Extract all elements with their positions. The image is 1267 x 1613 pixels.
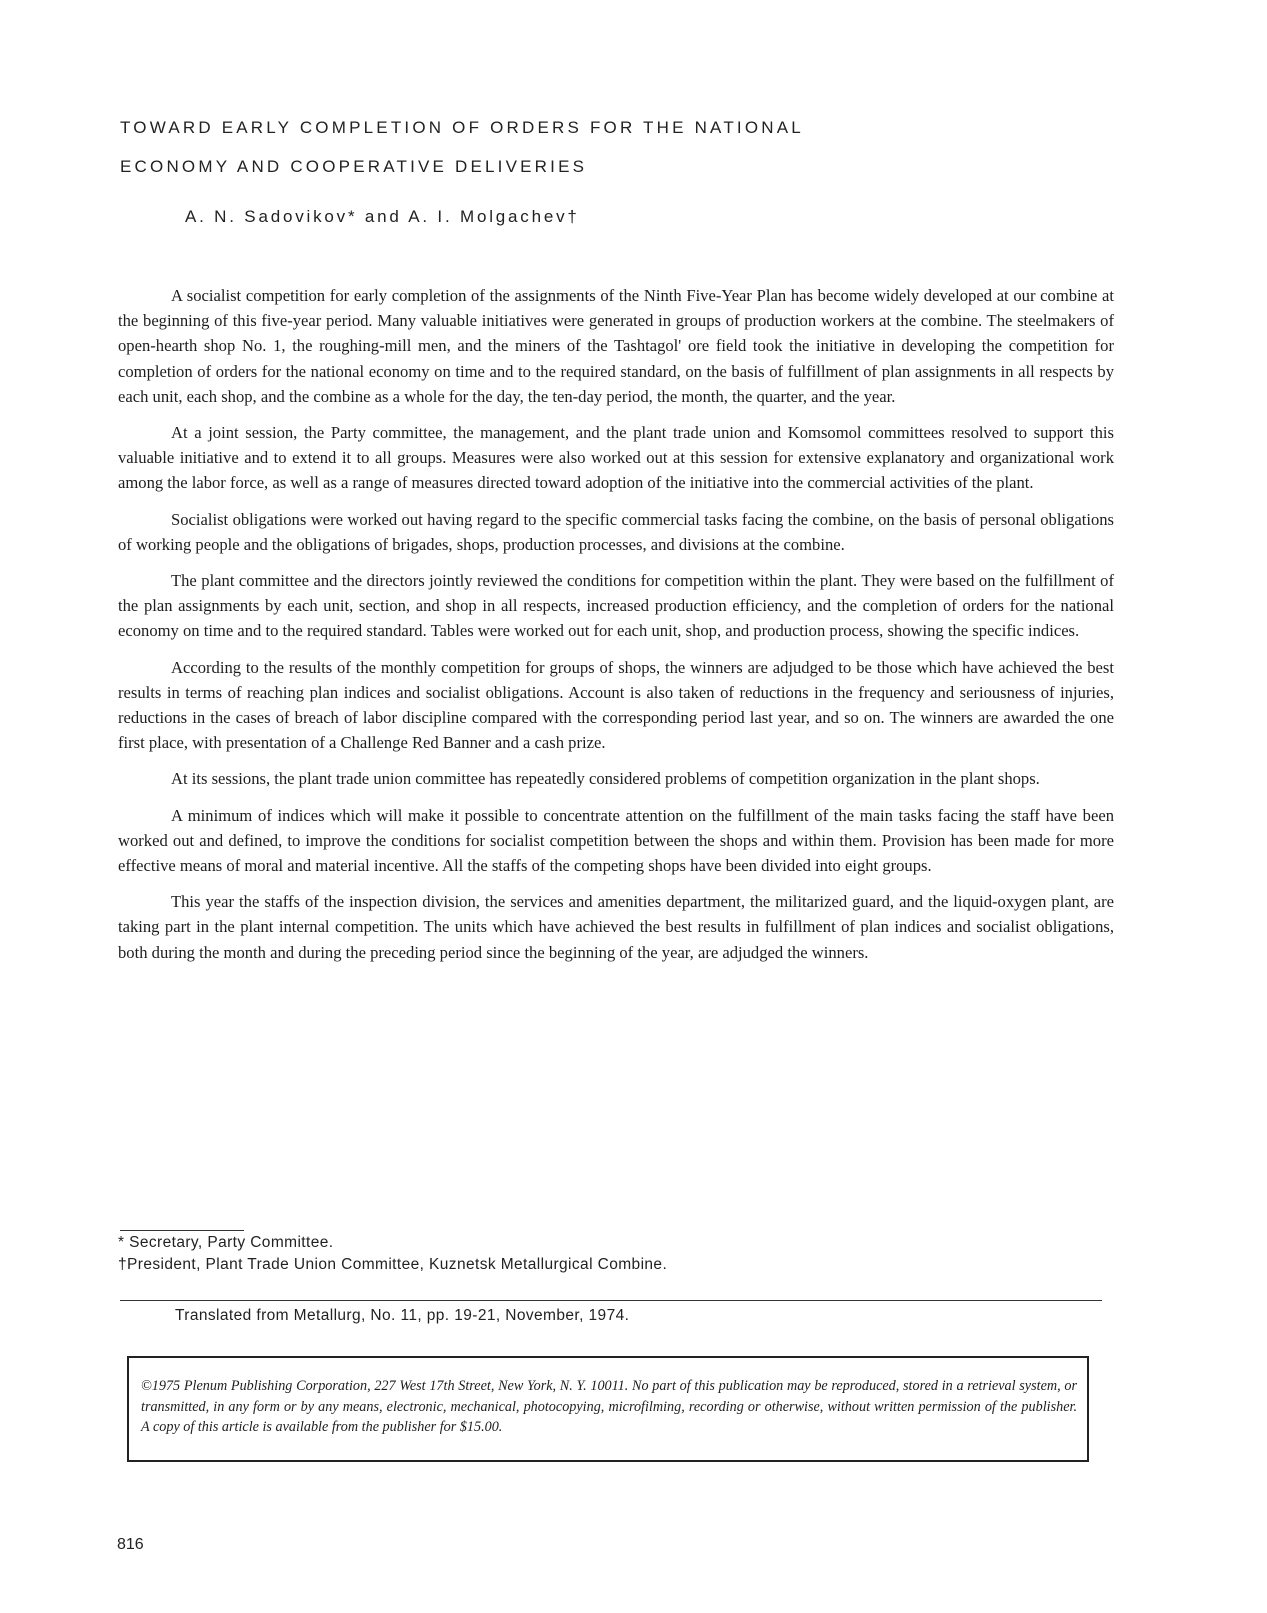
body-paragraph: A socialist competition for early completion of the assignments of the Ninth Five-Year Plan has become widely developed at our combine at the beginning of this five-year period. Many valuable initiatives were generated in groups of production workers at the combine. The steelmakers of open-hearth shop No. 1, the roughing-mill men, and the miners of the Tashtagol' ore field took the initiative in developing the competition for completion of orders for the national economy on time and to the required standard, on the basis of fulfillment of plan assignments in all respects by each unit, each shop, and the combine as a whole for the day, the ten-day period, the month, the quarter, and the year.: [118, 286, 1114, 406]
body-paragraph: A minimum of indices which will make it possible to concentrate attention on the fulfillment of the main tasks facing the staff have been worked out and defined, to improve the conditions for socialist competition between the shops and within them. Provision has been made for more effective means of moral and material incentive. All the staffs of the competing shops have been divided into eight groups.: [118, 805, 1114, 876]
article-title-line-2: ECONOMY AND COOPERATIVE DELIVERIES: [120, 157, 588, 176]
body-paragraph: The plant committee and the directors jointly reviewed the conditions for competition within the plant. They were based on the fulfillment of the plan assignments by each unit, section, and shop in all respects, increased production efficiency, and the completion of orders for the national economy on time and to the required standard. Tables were worked out for each unit, shop, and production process, showing the specific indices.: [118, 571, 1114, 641]
article-title-line-1: TOWARD EARLY COMPLETION OF ORDERS FOR THE NATIONAL: [120, 118, 804, 137]
translation-source: Translated from Metallurg, No. 11, pp. 19-21, November, 1974.: [175, 1307, 630, 1324]
footnote-divider: [120, 1230, 244, 1231]
copyright-box: [127, 1356, 1089, 1462]
body-paragraph: Socialist obligations were worked out having regard to the specific commercial tasks facing the combine, on the basis of personal obligations of working people and the obligations of brigades, shops, production processes, and divisions at the combine.: [118, 509, 1114, 554]
article-body: [118, 283, 1114, 976]
page-number: 816: [117, 1536, 144, 1553]
copyright-notice: ©1975 Plenum Publishing Corporation, 227 West 17th Street, New York, N. Y. 10011. No part of this publication may be reproduced, stored in a retrieval system, or transmitted, in any form or by any means, electronic, mechanical, photocopying, microfilming, recording or otherwise, without written permission of the publisher. A copy of this article is available from the publisher for $15.00.: [141, 1378, 1077, 1435]
body-paragraph: According to the results of the monthly competition for groups of shops, the winners are adjudged to be those which have achieved the best results in terms of reaching plan indices and socialist obligations. Account is also taken of reductions in the frequency and seriousness of injuries, reductions in the cases of breach of labor discipline compared with the corresponding period last year, and so on. The winners are awarded the one first place, with presentation of a Challenge Red Banner and a cash prize.: [118, 657, 1114, 753]
translation-divider: [120, 1300, 1102, 1301]
article-authors: A. N. Sadovikov* and A. I. Molgachev†: [185, 207, 580, 226]
body-paragraph: At a joint session, the Party committee, the management, and the plant trade union and Komsomol committees resolved to support this valuable initiative and to extend it to all groups. Measures were also worked out at this session for extensive explanatory and organizational work among the labor force, as well as a range of measures directed toward adoption of the initiative into the commercial activities of the plant.: [118, 423, 1114, 493]
footnote-secretary: * Secretary, Party Committee.: [118, 1234, 334, 1251]
footnote-president: †President, Plant Trade Union Committee, Kuznetsk Metallurgical Combine.: [118, 1256, 668, 1273]
body-paragraph: At its sessions, the plant trade union committee has repeatedly considered problems of competition organization in the plant shops.: [171, 769, 1040, 789]
body-paragraph: This year the staffs of the inspection division, the services and amenities department, the militarized guard, and the liquid-oxygen plant, are taking part in the plant internal competition. The units which have achieved the best results in fulfillment of plan indices and socialist obligations, both during the month and during the preceding period since the beginning of the year, are adjudged the winners.: [118, 892, 1114, 962]
